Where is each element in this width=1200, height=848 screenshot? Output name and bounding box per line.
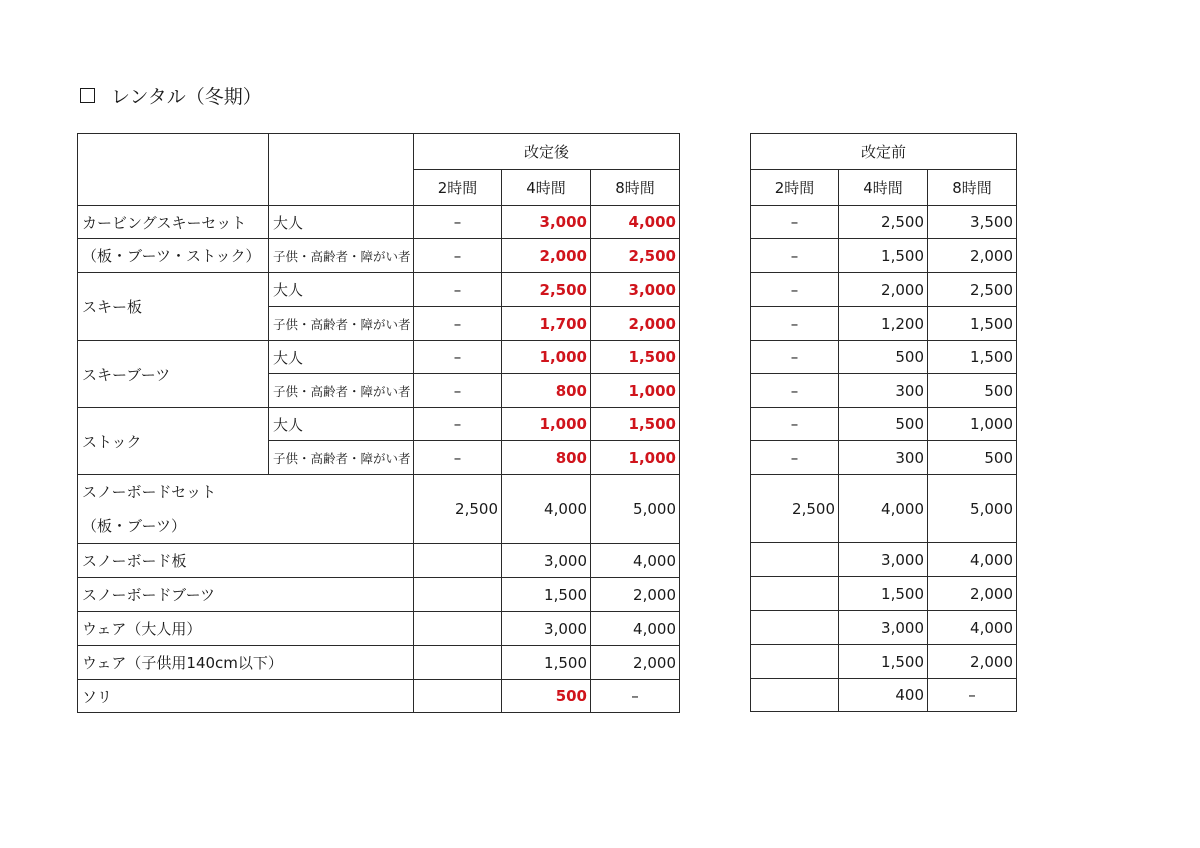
price-table-after (77, 133, 680, 713)
price-cell: 4,000 (839, 475, 928, 543)
header-hours-4: 4時間 (839, 170, 928, 206)
price-cell: 800 (502, 441, 591, 475)
price-cell (751, 577, 839, 611)
price-cell: 2,500 (839, 206, 928, 239)
item-wear-adult: ウェア（大人用） (78, 612, 414, 646)
price-cell: 3,000 (502, 544, 591, 578)
category-child: 子供・高齢者・障がい者 (269, 307, 414, 341)
item-snowboard-set-line2: （板・ブーツ） (82, 517, 186, 535)
price-cell: 300 (839, 374, 928, 408)
price-cell: 400 (839, 679, 928, 712)
price-cell: 2,000 (839, 273, 928, 307)
price-table-before (750, 133, 1017, 712)
price-cell (414, 612, 502, 646)
corner-cell (269, 134, 414, 206)
price-cell: 1,200 (839, 307, 928, 341)
price-cell (751, 543, 839, 577)
price-cell: 1,500 (928, 341, 1017, 374)
item-snowboard-set-line1: スノーボードセット (82, 483, 217, 501)
header-hours-4: 4時間 (502, 170, 591, 206)
item-sled: ソリ (78, 680, 414, 713)
price-cell: – (751, 441, 839, 475)
price-cell: 1,000 (591, 441, 680, 475)
category-adult: 大人 (269, 273, 414, 307)
price-cell: 4,000 (591, 544, 680, 578)
price-cell: 500 (928, 374, 1017, 408)
price-cell: 1,500 (928, 307, 1017, 341)
price-cell: 4,000 (591, 612, 680, 646)
category-adult: 大人 (269, 341, 414, 374)
price-cell: – (414, 441, 502, 475)
price-cell: 1,500 (591, 341, 680, 374)
price-cell: 1,500 (591, 408, 680, 441)
price-cell: 4,000 (591, 206, 680, 239)
price-cell: 2,500 (928, 273, 1017, 307)
price-cell: 500 (928, 441, 1017, 475)
price-cell: 2,000 (502, 239, 591, 273)
item-carving-line1: カービングスキーセット (78, 206, 269, 239)
price-cell: 3,000 (839, 611, 928, 645)
price-cell: – (414, 239, 502, 273)
item-wear-child: ウェア（子供用140cm以下） (78, 646, 414, 680)
price-cell: 2,000 (928, 577, 1017, 611)
category-adult: 大人 (269, 408, 414, 441)
price-cell: 3,000 (839, 543, 928, 577)
item-snowboard-set (78, 475, 414, 544)
price-cell: 5,000 (928, 475, 1017, 543)
price-cell: 500 (839, 408, 928, 441)
header-hours-8: 8時間 (928, 170, 1017, 206)
price-cell: – (751, 206, 839, 239)
price-cell: 2,500 (751, 475, 839, 543)
price-cell: – (414, 307, 502, 341)
price-cell: 300 (839, 441, 928, 475)
price-cell: – (751, 239, 839, 273)
header-after: 改定後 (414, 134, 680, 170)
price-cell (751, 679, 839, 712)
price-cell: 2,000 (591, 646, 680, 680)
corner-cell (78, 134, 269, 206)
price-cell: 2,500 (414, 475, 502, 544)
header-hours-2: 2時間 (751, 170, 839, 206)
price-cell: 2,500 (591, 239, 680, 273)
price-cell: 1,500 (839, 577, 928, 611)
price-cell (414, 578, 502, 612)
price-cell: 4,000 (928, 543, 1017, 577)
price-cell: – (751, 307, 839, 341)
item-ski-boots: スキーブーツ (78, 341, 269, 408)
price-cell: 3,500 (928, 206, 1017, 239)
price-cell: 1,000 (502, 341, 591, 374)
price-cell: 500 (839, 341, 928, 374)
price-cell: 2,000 (591, 578, 680, 612)
price-cell: 1,500 (502, 578, 591, 612)
item-ski-board: スキー板 (78, 273, 269, 341)
price-cell: 1,000 (591, 374, 680, 408)
price-cell: – (591, 680, 680, 713)
price-cell: – (751, 408, 839, 441)
price-cell: – (414, 273, 502, 307)
price-cell: 5,000 (591, 475, 680, 544)
page-title-text: レンタル（冬期） (111, 86, 262, 108)
header-hours-8: 8時間 (591, 170, 680, 206)
price-cell: – (928, 679, 1017, 712)
item-snowboard-board: スノーボード板 (78, 544, 414, 578)
category-child: 子供・高齢者・障がい者 (269, 374, 414, 408)
category-child: 子供・高齢者・障がい者 (269, 239, 414, 273)
header-before: 改定前 (751, 134, 1017, 170)
price-cell: – (751, 374, 839, 408)
price-cell: 1,500 (839, 645, 928, 679)
price-cell: 800 (502, 374, 591, 408)
price-cell: 3,000 (591, 273, 680, 307)
price-cell: 1,500 (502, 646, 591, 680)
price-cell (751, 611, 839, 645)
category-adult: 大人 (269, 206, 414, 239)
price-cell (414, 680, 502, 713)
item-snowboard-boots: スノーボードブーツ (78, 578, 414, 612)
item-stock: ストック (78, 408, 269, 475)
price-cell: 2,000 (591, 307, 680, 341)
price-cell: – (414, 341, 502, 374)
price-cell (414, 646, 502, 680)
price-cell: – (414, 408, 502, 441)
price-cell: 2,000 (928, 645, 1017, 679)
price-cell: 4,000 (502, 475, 591, 544)
price-cell: 1,500 (839, 239, 928, 273)
price-cell (414, 544, 502, 578)
price-cell: – (751, 273, 839, 307)
price-cell: 1,000 (928, 408, 1017, 441)
price-cell: 2,500 (502, 273, 591, 307)
price-cell: 500 (502, 680, 591, 713)
price-cell: 3,000 (502, 612, 591, 646)
price-cell: 1,000 (502, 408, 591, 441)
category-child: 子供・高齢者・障がい者 (269, 441, 414, 475)
price-cell: 1,700 (502, 307, 591, 341)
price-cell: 3,000 (502, 206, 591, 239)
header-hours-2: 2時間 (414, 170, 502, 206)
price-cell: 2,000 (928, 239, 1017, 273)
price-cell (751, 645, 839, 679)
item-carving-line2: （板・ブーツ・ストック） (78, 239, 269, 273)
price-cell: – (751, 341, 839, 374)
price-cell: – (414, 206, 502, 239)
price-cell: 4,000 (928, 611, 1017, 645)
price-cell: – (414, 374, 502, 408)
page-title (80, 82, 262, 109)
checkbox-square-icon (80, 88, 95, 103)
